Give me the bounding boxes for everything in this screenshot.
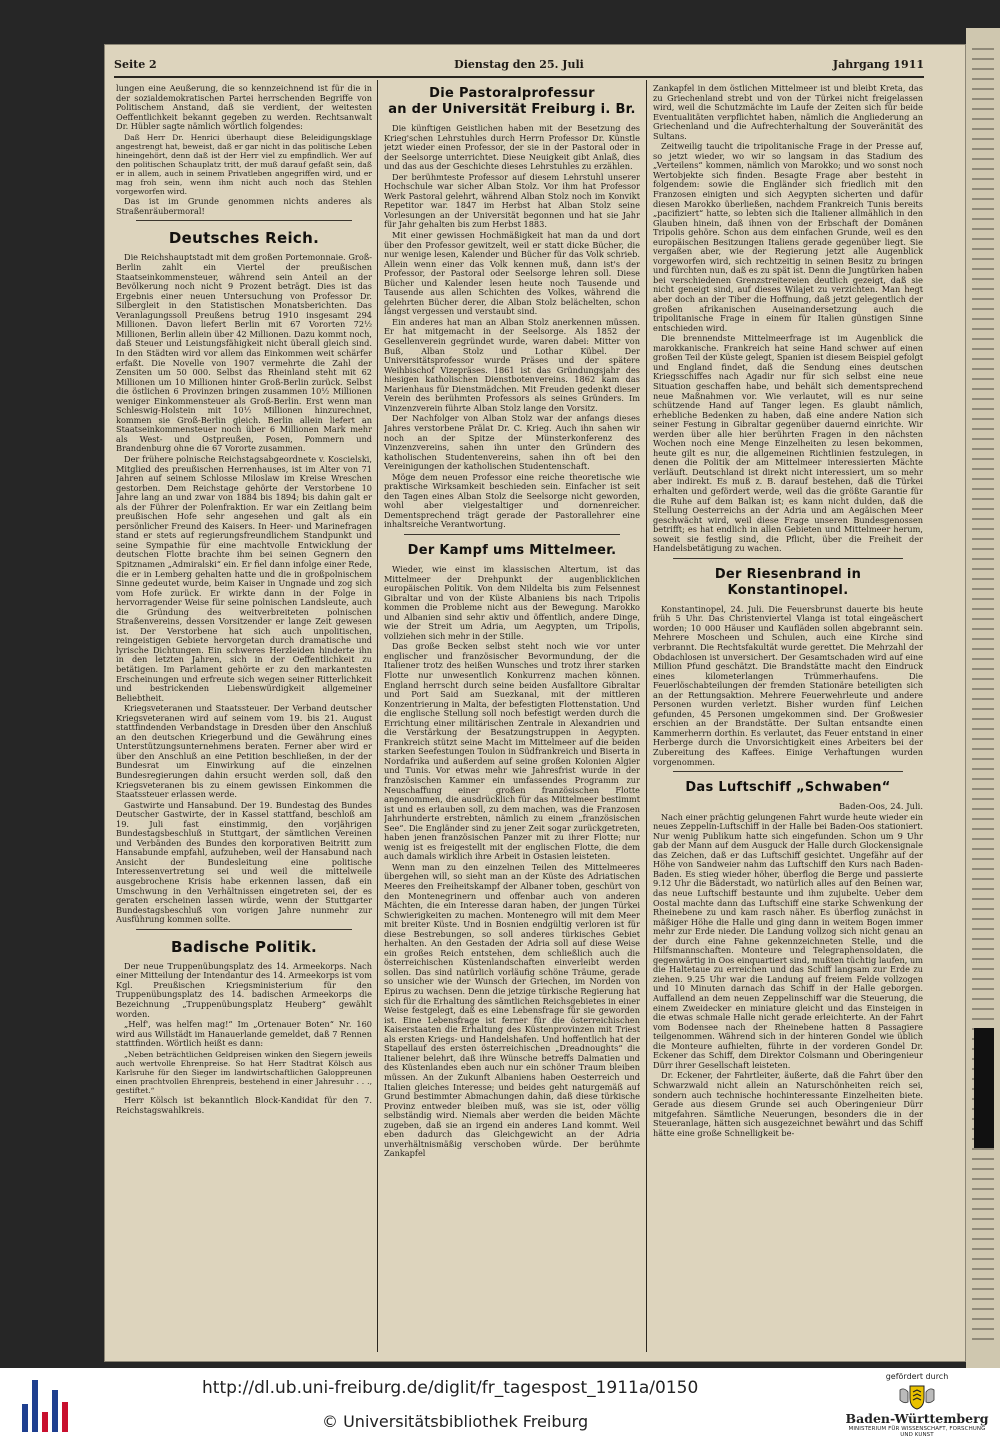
column-2 [384, 84, 640, 1350]
adjacent-page-text-line [972, 728, 994, 730]
dateline: Baden-Oos, 24. Juli. [839, 801, 923, 812]
adjacent-page-text-line [972, 798, 994, 800]
adjacent-page-text-line [972, 678, 994, 680]
article-paragraph: Das große Becken selbst steht noch wie vor unter englischer und französischer Bevormundung, der die Italiener trotz des heißen Wunsches und trotz ihrer starken Flotte nur unwesentlich Konkurrenz machen können. England herrscht durch seine beiden Ausfalltore Gibraltar und Port Said am Suezkanal, mit der mittleren Konzentrierung in Malta, der befestigten Flottenstation. Und die englische Stellung soll noch befestigt werden durch die Errichtung einer militärischen Zentrale in Alexandrien und die Verstärkung der Besatzungstruppen in Aegypten. Frankreich stützt seine Macht im Mittelmeer auf die beiden starken Seefestungen Toulon in Südfrankreich und Biserta in Nordafrika und außerdem auf seine großen Kolonien Algier und Tunis. Vor etwas mehr wie Jahresfrist wurde in der französischen Kammer ein umfassendes Programm zur Neuschaffung einer großen französischen Flotte angenommen, die ausdrücklich für das Mittelmeer bestimmt ist und es erlauben soll, zu dem machen, was die Franzosen Jahrhunderte erstrebten, nämlich zu einem „französischen See“. Die Engländer sind zu jener Zeit sogar zurückgetreten, haben jenen französischen Panzer mit zu ihrer Flotte; nur wenig ist es freigestellt mit der englischen Flotte, die dem auch damals wirklich ihre Arbeit in Ostasien leisteten. [384, 641, 640, 862]
adjacent-page-text-line [972, 878, 994, 880]
adjacent-page-text-line [972, 238, 994, 240]
article-paragraph: Konstantinopel, 24. Juli. Die Feuersbrunst dauerte bis heute früh 5 Uhr. Das Christenviertel Vlanga ist total eingeäschert worden; 10 000 Häuser und Kaufläden sollen abgebrannt sein. Mehrere Moscheen und Schulen, auch eine Kirche sind verbrannt. Die Rechtsfakultät wurde gerettet. Die Mehrzahl der Obdachlosen ist unversichert. Der Gesamtschaden wird auf eine Million Pfund geschätzt. Die Brandstätte macht den Eindruck eines kilometerlangen Trümmerhaufens. Die Feuerlöschabteilungen der fremden Stationäre beteiligten sich an der Rettungsaktion. Mehrere Feuerwehrleute und andere Personen wurden verletzt. Bisher wurden fünf Leichen gefunden, 45 Personen umgekommen sind. Der Großwesier erschien an der Brandstätte. Der Sultan entsandte einen Kammerherrn dorthin. Es verlautet, das Feuer entstand in einer Herberge durch die Unvorsichtigkeit eines Arbeiters bei der Zubereitung des Kaffees. Einige Verhaftungen wurden vorgenommen. [653, 603, 923, 767]
article-paragraph: Wieder, wie einst im klassischen Altertum, ist das Mittelmeer der Drehpunkt der augenblicklichen europäischen Politik. Von dem Nildelta bis zum Felsennest Gibraltar und von der Küste Albaniens bis nach Tripolis kommen die Probleme nicht aus der Bewegung. Marokko und Albanien sind sehr aktiv und öffentlich, andere Dinge, wie der Streit um Adria, um Aegypten, um Tripolis, vollziehen sich mehr in der Stille. [384, 563, 640, 641]
adjacent-page-text-line [972, 48, 994, 50]
adjacent-page-text-line [972, 1328, 994, 1330]
adjacent-page-text-line [972, 398, 994, 400]
adjacent-page-text-line [972, 478, 994, 480]
adjacent-page-text-line [972, 378, 994, 380]
article-paragraph: Möge dem neuen Professor eine reiche theoretische wie praktische Wirksamkeit beschieden sein. Einfacher ist seit den Tagen eines Alban Stolz die Seelsorge nicht geworden, wohl aber vielgestaltiger und dornenreicher. Dementsprechend trägt gerade der Pastorallehrer eine inhaltsreiche Verantwortung. [384, 471, 640, 530]
adjacent-page-edge [966, 28, 1000, 1368]
adjacent-page-text-line [972, 908, 994, 910]
article-paragraph: Zankapfel in dem östlichen Mittelmeer ist und bleibt Kreta, das zu Griechenland strebt und von der Türkei nicht freigelassen wird, weil die Schutzmächte im Laufe der Zeiten sich für beide Eventualitäten verpflichtet haben, nämlich die Angliederung an Griechenland und die Aufrechterhaltung der Souveränität des Sultans. [653, 84, 923, 141]
adjacent-page-text-line [972, 128, 994, 130]
adjacent-page-text-line [972, 228, 994, 230]
adjacent-page-text-line [972, 608, 994, 610]
adjacent-page-text-line [972, 978, 994, 980]
heading-badische-politik: Badische Politik. [171, 937, 317, 956]
adjacent-page-text-line [972, 168, 994, 170]
adjacent-page-text-line [972, 438, 994, 440]
adjacent-page-text-line [972, 988, 994, 990]
adjacent-page-text-line [972, 288, 994, 290]
adjacent-page-text-line [972, 968, 994, 970]
adjacent-page-text-line [972, 1188, 994, 1190]
adjacent-page-text-line [972, 188, 994, 190]
adjacent-page-text-line [972, 688, 994, 690]
adjacent-page-text-line [972, 828, 994, 830]
article-paragraph: Die Reichshauptstadt mit dem großen Portemonnaie. Groß-Berlin zahlt ein Viertel der preußischen Staatseinkommensteuer, während sein Anteil an der Bevölkerung noch nicht 9 Prozent beträgt. Dies ist das Ergebnis einer neuen Untersuchung von Professor Dr. Silbergleit in den Statistischen Monatsberichten. Das Veranlagungssoll Preußens betrug 1910 insgesamt 294 Millionen. Davon liefert Berlin mit 67 Vororten 72½ Millionen, Berlin allein über 42 Millionen. Dazu kommt noch, daß Steuer und Leistungsfähigkeit nicht überall gleich sind. In den Städten wird vor allem das Einkommen weit schärfer erfaßt. Die Novelle von 1907 vermehrte die Zahl der Zensiten um 50 000. Selbst das Rheinland steht mit 62 Millionen um 10 Millionen hinter Groß-Berlin zurück. Selbst die östlichen 6 Provinzen bringen zusammen 10½ Millionen weniger Einkommensteuer als Groß-Berlin. Erst wenn man Schleswig-Holstein mit 10½ Millionen hinzurechnet, kommen sie Groß-Berlin gleich. Berlin allein liefert an Staatseinkommensteuer noch über 6 Millionen Mark mehr als West- und Ostpreußen, Posen, Pommern und Brandenburg ohne die 67 Vororte zusammen. [116, 252, 372, 454]
page-year: Jahrgang 1911 [832, 58, 924, 71]
document-url-link[interactable]: http://dl.ub.uni-freiburg.de/diglit/fr_tagespost_1911a/0150 [202, 1378, 699, 1398]
article-paragraph: Dr. Eckener, der Fahrtleiter, äußerte, daß die Fahrt über den Schwarzwald nicht allein an Naturschönheiten reich sei, sondern auch technische hochinteressante Einzelheiten biete. Gerade aus diesem Grunde sei auch Oberingenieur Dürr mitgefahren. Sämtliche Neuerungen, besonders die in der Steueranlage, hätten sich ausgezeichnet bewährt und das Schiff hätte eine große Schnelligkeit be- [653, 1070, 923, 1138]
article-paragraph: Nach einer prächtig gelungenen Fahrt wurde heute wieder ein neues Zeppelin-Luftschiff in der Halle bei Baden-Oos stationiert. Nur wenig Publikum hatte sich eingefunden. Schon um 9 Uhr gab der Mann auf dem Ausguck der Halle durch Glockensignale das Zeichen, daß er das Luftschiff gesichtet. Ungefähr auf der Höhe von Sandweier nahm das Luftschiff den Kurs nach Baden-Baden. Es stieg wieder höher, überflog die Berge und passierte 9.12 Uhr die Bäderstadt, wo natürlich alles auf den Beinen war, das neue Luftschiff bestaunte und ihm zujubelte. Ueber dem Oostal machte dann das Luftschiff eine starke Schwenkung der Rheinebene zu und kam rasch näher. Es überflog zunächst in mäßiger Höhe die Halle und ging dann in weitem Bogen immer mehr zur Erde nieder. Die Landung vollzog sich nicht genau an der durch eine Fahne gekennzeichneten Stelle, und die Hilfsmannschaften. Monteure und Telegraphensoldaten, die gegenwärtig in Oos einquartiert sind, mußten tüchtig laufen, um die Haltetaue zu erreichen und das Schiff langsam zur Erde zu ziehen. 9.25 Uhr war die Landung auf freiem Felde vollzogen und 10 Minuten darnach das Schiff in der Halle geborgen. Auffallend an dem neuen Zeppelinschiff war die Steuerung, die einem Zweidecker en miniature gleicht und das Einsteigen in die etwas schmale Halle nicht gerade erleichterte. An der Fahrt vom Bodensee nach der Rheinebene hatten 8 Passagiere teilgenommen. Während sich in der hinteren Gondel wie üblich die Monteure aufhielten, führte in der vorderen Gondel Dr. Eckener das Schiff, dem Direktor Colsmann und Oberingenieur Dürr ihrer Gesellschaft leisteten. [653, 811, 923, 1070]
adjacent-page-text-line [972, 338, 994, 340]
adjacent-page-text-line [972, 208, 994, 210]
adjacent-page-text-line [972, 88, 994, 90]
adjacent-page-text-line [972, 508, 994, 510]
adjacent-page-text-line [972, 318, 994, 320]
article-paragraph: Der neue Truppenübungsplatz des 14. Armeekorps. Nach einer Mitteilung der Intendantur des 14. Armeekorps ist vom Kgl. Preußischen Kriegsministerium für den Truppenübungsplatz des 14. badischen Armeekorps die Bezeichnung „Truppenübungsplatz Heuberg“ gewählt worden. [116, 960, 372, 1019]
adjacent-page-text-line [972, 1228, 994, 1230]
article-paragraph: Der frühere polnische Reichstagsabgeordnete v. Koscielski, Mitglied des preußischen Herrenhauses, ist im Alter von 71 Jahren auf seinem Schlosse Miloslaw im Kreise Wreschen gestorben. Dem Reichstage gehörte der Verstorbene 10 Jahre lang an und zwar von 1884 bis 1894; bis dahin galt er als der Führer der Polenfraktion. Er war ein Zeitlang beim preußischen Hofe sehr angesehen und galt als ein persönlicher Freund des Kaisers. In Heer- und Marinefragen stand er stets auf regierungsfreundlichem Standpunkt und seine Sympathie für eine machtvolle Entwicklung der deutschen Flotte brachte ihm bei seinen Gegnern den Spitznamen „Admiralski“ ein. Er fiel dann infolge einer Rede, die er in Lemberg gehalten hatte und die in großpolnischem Sinne gedeutet wurde, beim Kaiser in Ungnade und zog sich vom Hofe zurück. Er wirkte dann in der Folge in hervorragender Weise für seine polnischen Landsleute, auch die Gründung des weitverbreiteten polnischen Straßenvereins, dessen Vorsitzender er lange Zeit gewesen ist. Der Verstorbene hat sich auch unpolitischen, reingeistigen Gebiete hervorgetan durch dramatische und lyrische Dichtungen. Ein schweres Herzleiden hinderte ihn in den letzten Jahren, sich in der Oeffentlichkeit zu betätigen. Im Parlament gehörte er zu den markantesten Erscheinungen und erfreute sich wegen seiner Ritterlichkeit und bestrickenden Liebenswürdigkeit allgemeiner Beliebtheit. [116, 453, 372, 703]
adjacent-page-text-line [972, 408, 994, 410]
adjacent-page-text-line [972, 708, 994, 710]
article-paragraph: Die künftigen Geistlichen haben mit der Besetzung des Krieg'schen Lehrstuhles durch Herrn Professor Dr. Künstle jetzt wieder einen Professor, der sie in der Pastoral oder in der Seelsorge unterrichtet. Diese Neuigkeit gibt Anlaß, dies und das aus der Geschichte dieses Lehrstuhles zu erzählen. [384, 123, 640, 172]
section-divider [136, 929, 352, 930]
heading-universitaet-freiburg: an der Universität Freiburg i. Br. [388, 102, 636, 117]
adjacent-page-text-line [972, 78, 994, 80]
adjacent-page-text-line [972, 648, 994, 650]
adjacent-page-text-line [972, 268, 994, 270]
adjacent-page-text-line [972, 1148, 994, 1150]
section-divider [673, 771, 903, 772]
adjacent-page-text-line [972, 108, 994, 110]
adjacent-page-text-line [972, 838, 994, 840]
article-paragraph: Ein anderes hat man an Alban Stolz anerkennen müssen. Er hat mitgemacht in der Seelsorge. Als 1852 der Gesellenverein gegründet wurde, waren dabei: Mitter von Buß, Alban Stolz und Lothar Kübel. Der Universitätsprofessor wurde Präses und der spätere Weihbischof Vizepräses. 1861 ist das Gründungsjahr des hiesigen katholischen Dienstbotenvereins. 1862 kam das Marienhaus für Dienstmädchen. Mit Freuden gedenkt dieser Verein des berühmten Professors als seines Gründers. Im Vinzenzverein führte Alban Stolz lange den Vorsitz. [384, 316, 640, 413]
adjacent-page-text-line [972, 1258, 994, 1260]
adjacent-page-text-line [972, 1198, 994, 1200]
adjacent-page-text-line [972, 1018, 994, 1020]
adjacent-page-text-line [972, 848, 994, 850]
adjacent-page-text-line [972, 218, 994, 220]
funder-ministry: MINISTERIUM FÜR WISSENSCHAFT, FORSCHUNG UND KUNST [848, 1426, 986, 1438]
adjacent-page-text-line [972, 278, 994, 280]
adjacent-page-text-line [972, 788, 994, 790]
section-divider [673, 558, 903, 559]
adjacent-page-text-line [972, 808, 994, 810]
article-paragraph: Die brennendste Mittelmeerfrage ist im Augenblick die marokkanische. Frankreich hat seine Hand schwer auf einen großen Teil der Küste gelegt, Spanien ist diesem Beispiel gefolgt und England findet, daß die Sendung eines deutschen Kriegsschiffes nach Agadir nur für sich selbst eine neue Situation geschaffen habe, und behält sich dementsprechend neue Maßnahmen vor. Wie verlautet, will es nur seine schützende Hand auf Tanger legen. Es glaubt nämlich, erhebliche Bedenken zu haben, daß eine andere Nation sich seiner Festung in Gibraltar gegenüber dauernd einrichte. Wir werden über alle hier berührten Fragen in den nächsten Wochen noch eine Menge Einzelheiten zu lesen bekommen, heute gilt es nur, die allgemeinen Richtlinien festzulegen, in denen die Politik der am Mittelmeer interessierten Mächte verläuft. Deutschland ist direkt nicht interessiert, um so mehr aber indirekt. Es muß z. B. darauf bestehen, daß die Türkei erhalten und gefördert werde, weil das die größte Garantie für die Ruhe auf dem Balkan ist; es kann nicht dulden, daß die Stellung Oesterreichs an der Adria und am Aegäischen Meer geschwächt wird, weil diese Frage unseren Bundesgenossen betrifft; es hat endlich in allen Gebieten und Mittelmeer herum, soweit sie festlig sind, die Pflicht, über die Freiheit der Handelsbetätigung zu wachen. [653, 333, 923, 554]
adjacent-page-text-line [972, 858, 994, 860]
adjacent-page-text-line [972, 818, 994, 820]
heading-pastoralprofessur: Die Pastoralprofessur [429, 86, 595, 101]
column-3 [653, 84, 923, 1350]
adjacent-page-text-line [972, 258, 994, 260]
intro-paragraph: lungen eine Aeußerung, die so kennzeichnend ist für die in der sozialdemokratischen Partei herrschenden Begriffe von Politischem Anstand, daß sie verdient, der weitesten Oeffentlichkeit bekannt gegeben zu werden. Rechtsanwalt Dr. Hübler sagte nämlich wörtlich folgendes: [116, 84, 372, 132]
header-rule [114, 76, 924, 78]
adjacent-page-text-line [972, 368, 994, 370]
adjacent-page-text-line [972, 178, 994, 180]
quote-paragraph: Daß Herr Dr. Henrici überhaupt diese Beleidigungsklage angestrengt hat, beweist, daß er gar nicht in das politische Leben hineingehört, denn daß ist der Herr viel zu empfindlich. Wer auf den politischen Schauplatz tritt, der muß darauf gefaßt sein, daß er in allem, auch in seinem Privatleben angegriffen wird, und er mag froh sein, wenn ihm nicht auch noch das Stehlen vorgeworfen wird. [116, 132, 372, 197]
adjacent-page-text-line [972, 618, 994, 620]
adjacent-page-text-line [972, 1338, 994, 1340]
heading-riesenbrand: Der Riesenbrand in Konstantinopel. [714, 566, 862, 598]
article-paragraph: Herr Kölsch ist bekanntlich Block-Kandidat für den 7. Reichstagswahlkreis. [116, 1095, 372, 1115]
adjacent-page-text-line [972, 778, 994, 780]
adjacent-page-text-line [972, 558, 994, 560]
adjacent-page-text-line [972, 918, 994, 920]
adjacent-page-text-line [972, 148, 994, 150]
column-1 [116, 84, 372, 1350]
adjacent-page-text-line [972, 488, 994, 490]
adjacent-page-text-line [972, 1308, 994, 1310]
column-rule-2 [646, 80, 647, 1352]
coat-of-arms-icon [896, 1384, 938, 1410]
page-header [114, 58, 924, 78]
page-number: Seite 2 [114, 58, 157, 71]
adjacent-page-text-line [972, 958, 994, 960]
copyright-notice: © Universitätsbibliothek Freiburg [322, 1412, 589, 1431]
funder-name: Baden-Württemberg [845, 1411, 989, 1426]
adjacent-page-text-line [972, 448, 994, 450]
adjacent-page-text-line [972, 498, 994, 500]
article-paragraph: Mit einer gewissen Hochmäßigkeit hat man da und dort über den Professor gewitzelt, weil er statt dicke Bücher, die nur wenige lesen, Kalender und Bücher für das Volk schrieb. Allein wenn einer das Volk kennen muß, dann ist's der Professor, der Pastoral oder Seelsorge lehren soll. Diese Bücher und Kalender lesen heute noch Tausende und Tausende aus allen Schichten des Volkes, während die gelehrten Bücher derer, die Alban Stolz belächelten, schon längst vergessen und verstaubt sind. [384, 230, 640, 317]
adjacent-page-text-line [972, 768, 994, 770]
adjacent-page-text-line [972, 388, 994, 390]
adjacent-page-text-line [972, 888, 994, 890]
viewer-footer [0, 1368, 1000, 1439]
article-paragraph: Der Nachfolger von Alban Stolz war der anfangs dieses Jahres verstorbene Prälat Dr. C. Krieg. Auch ihn sahen wir noch an der Spitze der Münsterkonferenz des Vinzenzvereins, sahen ihn unter den Gründern des katholischen Studentenvereins, sahen ihn oft bei den Vereinigungen der katholischen Studentenschaft. [384, 413, 640, 472]
adjacent-page-text-line [972, 138, 994, 140]
adjacent-page-text-line [972, 1158, 994, 1160]
adjacent-page-text-line [972, 528, 994, 530]
page-date: Dienstag den 25. Juli [454, 58, 584, 71]
adjacent-page-heading [974, 1028, 994, 1148]
adjacent-page-text-line [972, 98, 994, 100]
adjacent-page-text-line [972, 58, 994, 60]
intro-conclusion: Das ist im Grunde genommen nichts anderes als Straßenräubermoral! [116, 196, 372, 216]
adjacent-page-text-line [972, 928, 994, 930]
adjacent-page-text-line [972, 468, 994, 470]
adjacent-page-text-line [972, 938, 994, 940]
adjacent-page-text-line [972, 698, 994, 700]
heading-luftschiff-schwaben: Das Luftschiff „Schwaben“ [685, 780, 891, 796]
adjacent-page-text-line [972, 668, 994, 670]
article-paragraph: Wenn man zu den einzelnen Teilen des Mittelmeeres übergehen will, so sieht man an der Küste des Adriatischen Meeres den Freiheitskampf der Albaner toben, geschürt von den Montenegrinern und offenbar auch von anderen Mächten, die ein Interesse daran haben, der jungen Türkei Schwierigkeiten zu machen. Montenegro will mit dem Meer mit breiter Küste. Und in Bosnien endgültig verloren ist für diese Bestrebungen, so soll anderes türkisches Gebiet herhalten. An den Gestaden der Adria soll auf diese Weise ein großes Reich entstehen, dem schließlich auch die österreichischen Küstenlandschaften einverleibt werden sollen. Das sind natürlich vorläufig schöne Träume, gerade so unsicher wie der Wunsch der Griechen, im Norden von Epirus zu wachsen. Denn die jetzige türkische Regierung hat sich für die Erhaltung des sämtlichen Reichsgebietes in einer Weise festgelegt, daß es eine Lebensfrage für sie geworden ist. Eine Lebensfrage ist ferner für die österreichischen Kaiserstaaten die Erhaltung des Küstenprovinzen mit Triest als ersten Kriegs- und Handelshafen. Und hoffentlich hat der Stapellauf des ersten österreichischen „Dreadnoughts“ die Italiener belehrt, daß ihre Wünsche betreffs Dalmatien und des Küstenlandes eben auch nur ein schöner Traum bleiben müssen. An der Zukunft Albaniens haben Oesterreich und Italien gleiches Interesse; und beides geht naturgemäß auf Grund bestimmter Abmachungen dahin, daß diese türkische Provinz entweder bleiben muß, was sie ist, oder völlig selbständig wird. Niemals aber werden die beiden Mächte zugeben, daß sie an irgend ein anderes Land kommt. Weil eben dadurch das Gleichgewicht an der Adria unverhältnismäßig verschoben würde. Der berühmte Zankapfel [384, 861, 640, 1159]
adjacent-page-text-line [972, 1178, 994, 1180]
adjacent-page-text-line [972, 1238, 994, 1240]
adjacent-page-text-line [972, 638, 994, 640]
adjacent-page-text-line [972, 518, 994, 520]
article-paragraph: Gastwirte und Hansabund. Der 19. Bundestag des Bundes Deutscher Gastwirte, der in Kassel stattfand, beschloß am 19. Juli fast einstimmig, den vorjährigen Bundestagsbeschluß in Stuttgart, der sämtlichen Vereinen und Verbänden des Bundes den korporativen Beitritt zum Hansabunde empfahl, aufzuheben, weil der Hansabund nach Ansicht der Bundesleitung eine politische Interessenvertretung sei und weil die mittelweile ausgebrochene Krisis habe erkennen lassen, daß ein Umschwung in den Verhältnissen eingetreten sei, der es geraten erscheinen lassen würde, wenn der Stuttgarter Bundestagsbeschluß von vorigen Jahre nunmehr zur Ausführung kommen sollte. [116, 799, 372, 925]
quote-paragraph: „Neben beträchtlichen Geldpreisen winken den Siegern jeweils auch wertvolle Ehrenpreise. So hat Herr Stadtrat Kölsch aus Karlsruhe für den Sieger im landwirtschaftlichen Galoppreunen einen prachtvollen Ehrenpreis, bestehend in einer Jahresuhr . . ., gestiftet.“ [116, 1049, 372, 1096]
adjacent-page-text-line [972, 198, 994, 200]
column-rule-1 [377, 80, 378, 1352]
adjacent-page-text-line [972, 358, 994, 360]
adjacent-page-text-line [972, 1168, 994, 1170]
adjacent-page-text-line [972, 998, 994, 1000]
adjacent-page-text-line [972, 428, 994, 430]
adjacent-page-text-line [972, 568, 994, 570]
adjacent-page-text-line [972, 758, 994, 760]
adjacent-page-text-line [972, 68, 994, 70]
article-paragraph: Kriegsveteranen und Staatssteuer. Der Verband deutscher Kriegsveteranen wird auf seinem vom 19. bis 21. August stattfindenden Verbandstage in Dresden über den Anschluß an den deutschen Kriegerbund und die Gewährung eines Unterstützungsunternehmens beraten. Ferner aber wird er über den Anschluß an eine Petition beschließen, in der der Bundesrat um Einwirkung auf die einzelnen Bundesregierungen dahin ersucht werden soll, daß den Kriegsveteranen bis zu einem gewissen Einkommen die Staatssteuer erlassen werde. [116, 703, 372, 800]
adjacent-page-text-line [972, 588, 994, 590]
adjacent-page-text-line [972, 658, 994, 660]
adjacent-page-text-line [972, 598, 994, 600]
heading-deutsches-reich: Deutsches Reich. [168, 229, 320, 248]
adjacent-page-text-line [972, 578, 994, 580]
library-logo [22, 1376, 82, 1432]
adjacent-page-text-line [972, 458, 994, 460]
heading-kampf-ums-mittelmeer: Der Kampf ums Mittelmeer. [407, 542, 617, 558]
adjacent-page-text-line [972, 418, 994, 420]
adjacent-page-text-line [972, 298, 994, 300]
adjacent-page-text-line [972, 1318, 994, 1320]
funder-logo [842, 1370, 992, 1438]
adjacent-page-text-line [972, 1008, 994, 1010]
funder-label: gefördert durch [885, 1372, 949, 1381]
adjacent-page-text-line [972, 948, 994, 950]
adjacent-page-text-line [972, 328, 994, 330]
adjacent-page-text-line [972, 628, 994, 630]
adjacent-page-text-line [972, 158, 994, 160]
adjacent-page-text-line [972, 868, 994, 870]
section-divider [136, 220, 352, 221]
adjacent-page-text-line [972, 748, 994, 750]
adjacent-page-text-line [972, 738, 994, 740]
adjacent-page-text-line [972, 548, 994, 550]
adjacent-page-text-line [972, 1288, 994, 1290]
article-paragraph: Der berühmteste Professor auf diesem Lehrstuhl unserer Hochschule war sicher Alban Stolz. Vor ihm hat Professor Werk Pastoral gelehrt, während Alban Stolz noch im Konvikt Repetitor war. 1847 im Herbst hat Alban Stolz seine Vorlesungen an der Universität begonnen und hat sie Jahr für Jahr gehalten bis zum Herbst 1883. [384, 171, 640, 230]
adjacent-page-text-line [972, 308, 994, 310]
adjacent-page-text-line [972, 1218, 994, 1220]
adjacent-page-text-line [972, 348, 994, 350]
article-paragraph: Zeitweilig taucht die tripolitanische Frage in der Presse auf, so jetzt wieder, wo wir so langsam in das Stadium des „Verteilens“ kommen, nämlich von Marokko; und wo sonst noch Wertobjekte sich finden. Besagte Frage aber besteht in folgendem: sowie die Engländer sich friedlich mit den Franzosen einigten und sich Aegypten sicherten und dafür diesen Marokko überließen, nachdem Frankreich Tunis bereits „pacifiziert“ hatte, so lebten sich die Italiener allmählich in den Glauben hinein, daß ihnen von der Erbschaft der Domänen Tripolis gehöre. Schon aus dem einfachen Grunde, weil es den europäischen Besitzungen Italiens gerade gegenüber liegt. Sie vergaßen aber, wie der Regierung jetzt alle Augenblick vorgeworfen wird, sich rechtzeitig in seinen Besitz zu bringen und fürchten nun, daß es zu spät ist. Denn die Jungtürken haben bei verschiedenen Grenzstreitereien deutlich gezeigt, daß sie nicht geneigt sind, auf dieses Wilajet zu verzichten. Man hegt aber doch an der Tiber die Hoffnung, daß jetzt gelegentlich der großen afrikanischen Auseinandersetzung auch die tripolitanische Frage in einem für Italien günstigen Sinne entschieden wird. [653, 141, 923, 333]
adjacent-page-text-line [972, 248, 994, 250]
adjacent-page-text-line [972, 1248, 994, 1250]
adjacent-page-text-line [972, 718, 994, 720]
section-divider [404, 534, 620, 535]
adjacent-page-text-line [972, 1278, 994, 1280]
adjacent-page-text-line [972, 118, 994, 120]
adjacent-page-text-line [972, 538, 994, 540]
adjacent-page-text-line [972, 1298, 994, 1300]
adjacent-page-text-line [972, 1268, 994, 1270]
adjacent-page-text-line [972, 898, 994, 900]
article-paragraph: „Helf', was helfen mag!“ Im „Ortenauer Boten“ Nr. 160 wird aus Willstädt im Hanauerlande gemeldet, daß 7 Rennen stattfinden. Wörtlich heißt es dann: [116, 1019, 372, 1049]
adjacent-page-text-line [972, 1208, 994, 1210]
